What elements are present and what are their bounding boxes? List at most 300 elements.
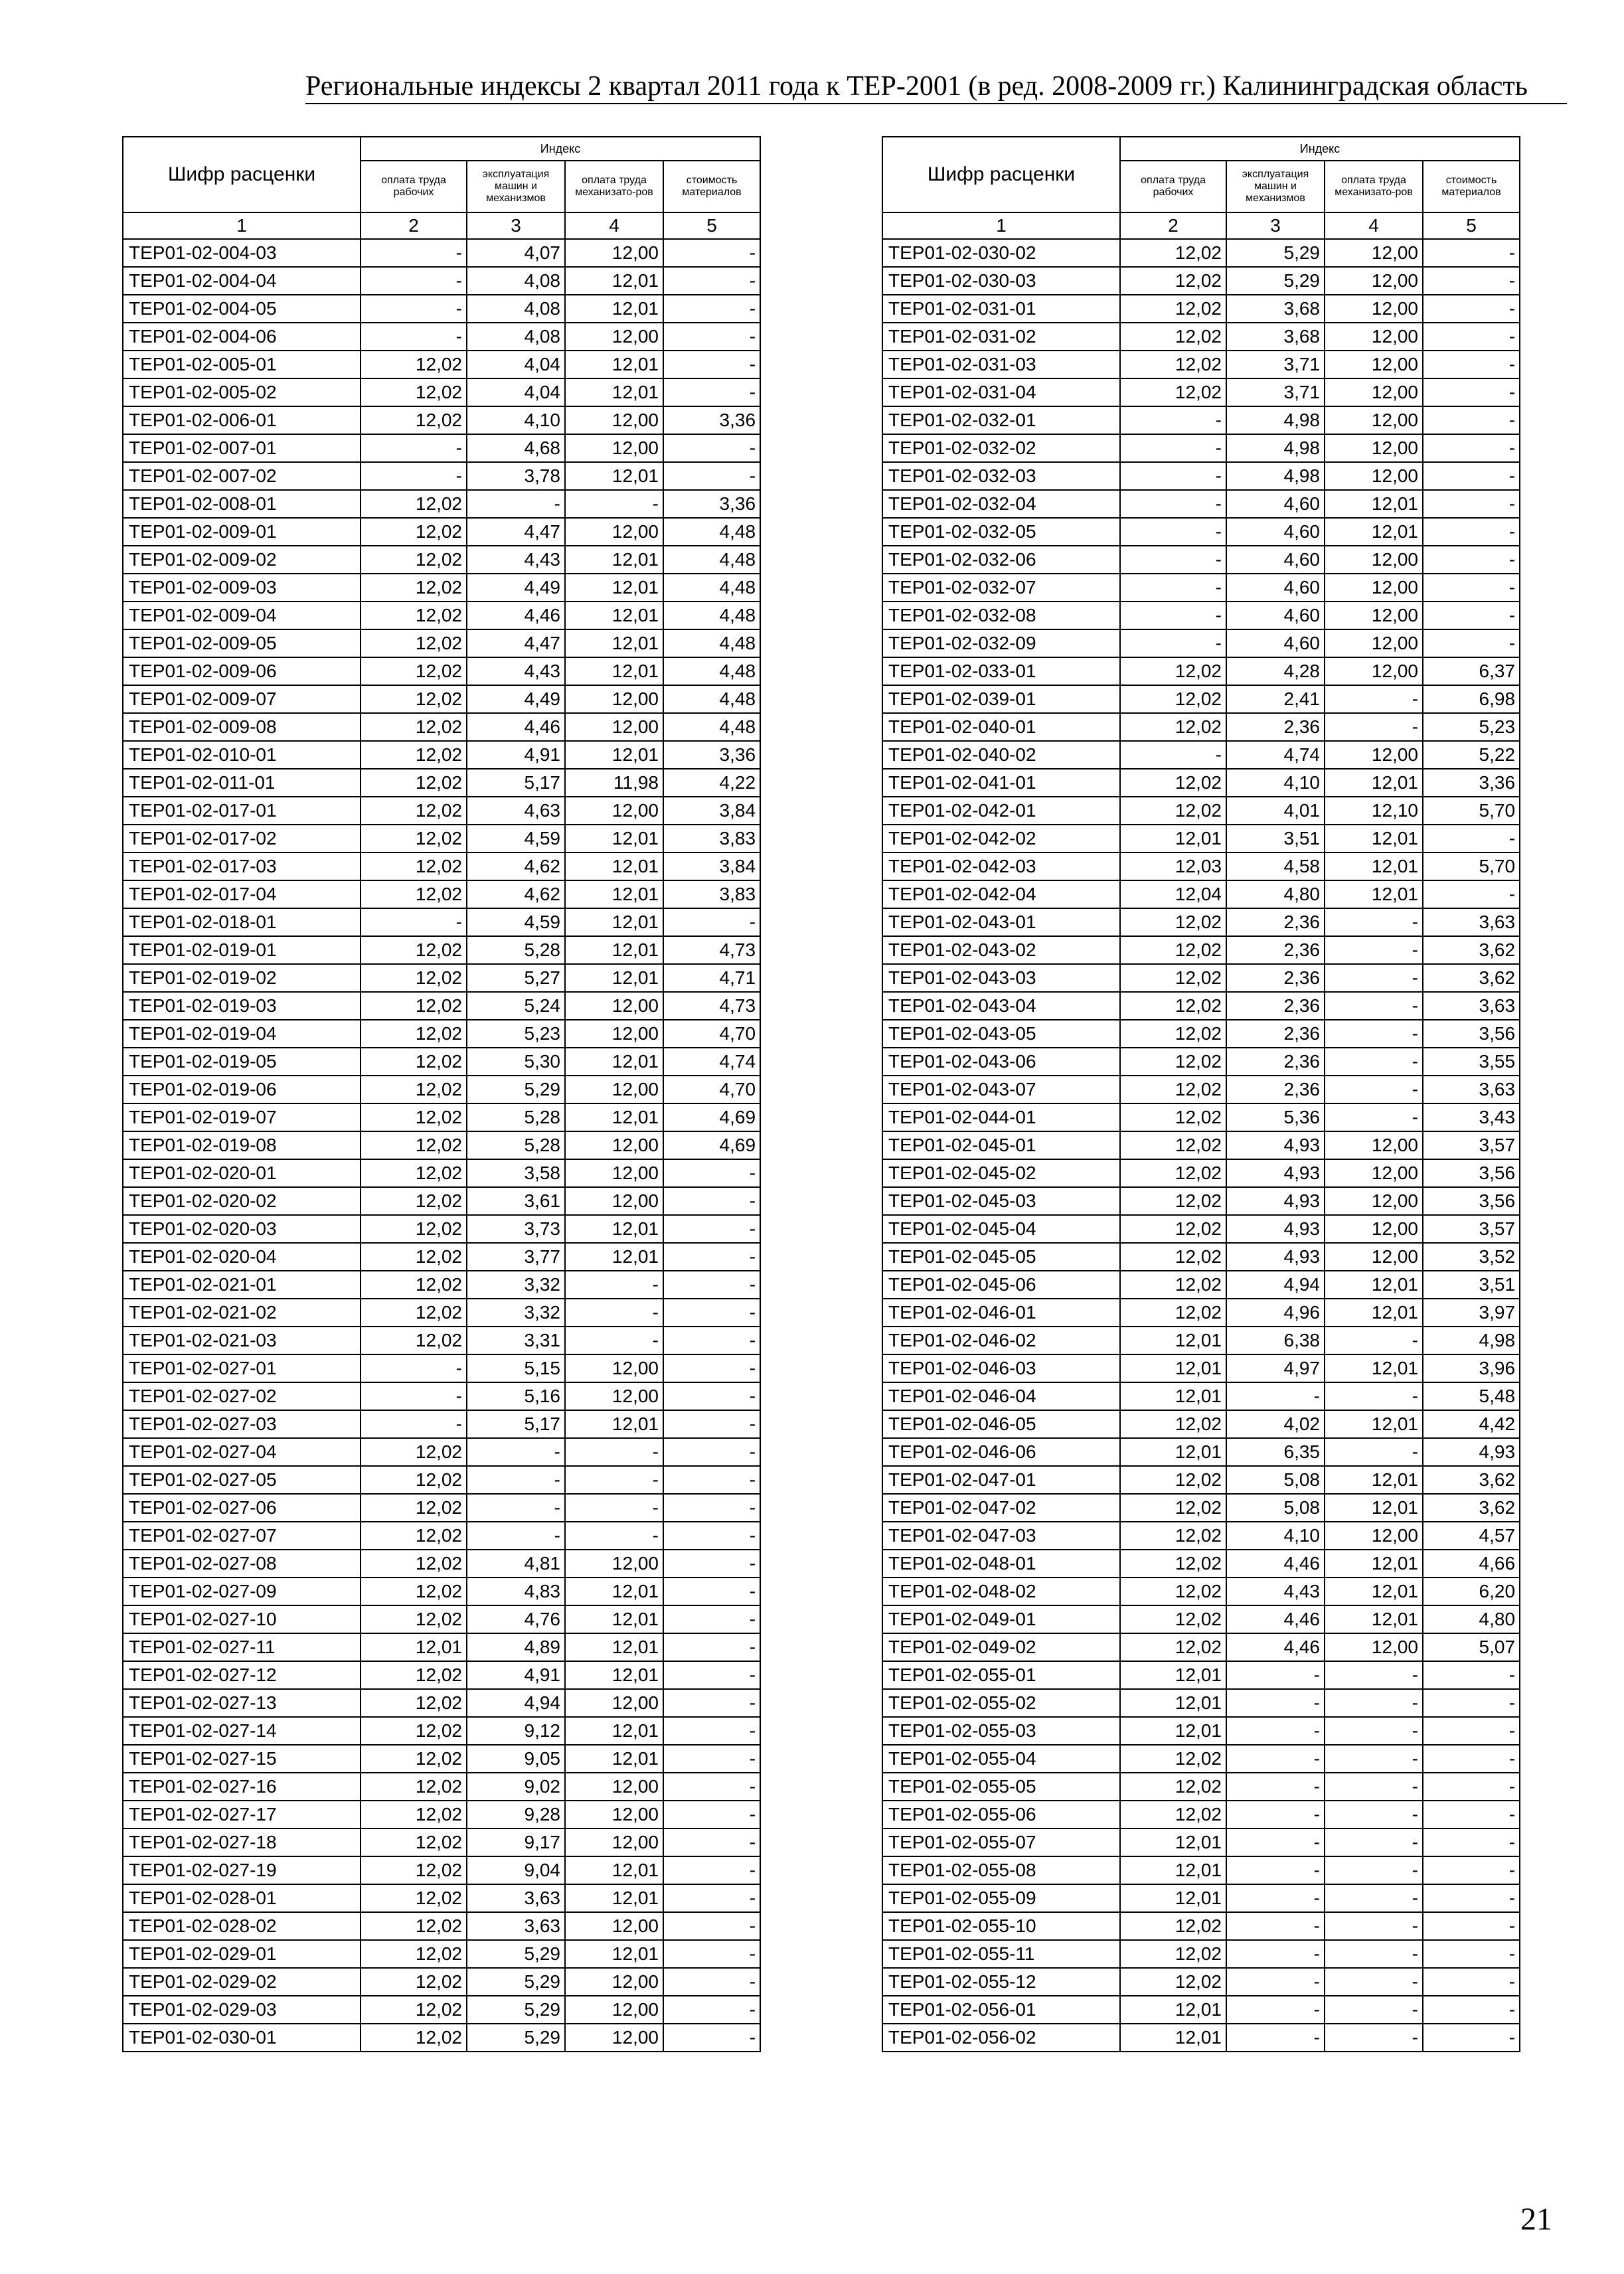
index-value-cell: 4,48 xyxy=(663,685,760,713)
index-value-cell: - xyxy=(663,1968,760,1996)
table-row xyxy=(882,713,1520,741)
index-value-cell: 12,02 xyxy=(361,797,467,825)
rate-code-cell: ТЕР01-02-004-05 xyxy=(123,295,361,323)
rate-code-cell: ТЕР01-02-046-01 xyxy=(882,1299,1120,1327)
index-value-cell: 12,01 xyxy=(1325,1494,1423,1522)
index-value-cell: 4,46 xyxy=(1226,1633,1325,1661)
index-value-cell: 2,36 xyxy=(1226,936,1325,964)
index-value-cell: - xyxy=(663,295,760,323)
index-value-cell: 2,41 xyxy=(1226,685,1325,713)
index-value-cell: 5,29 xyxy=(467,1996,565,2024)
index-value-cell: 12,01 xyxy=(1325,853,1423,880)
table-row xyxy=(123,936,760,964)
table-row xyxy=(882,1076,1520,1103)
index-value-cell: 5,29 xyxy=(467,2024,565,2052)
rate-code-cell: ТЕР01-02-027-08 xyxy=(123,1550,361,1578)
header-code: Шифр расценки xyxy=(882,137,1120,212)
index-value-cell: 3,51 xyxy=(1226,825,1325,853)
index-value-cell: 4,60 xyxy=(1226,546,1325,574)
table-row xyxy=(123,713,760,741)
table-row xyxy=(882,462,1520,490)
rate-code-cell: ТЕР01-02-029-01 xyxy=(123,1940,361,1968)
index-value-cell: 3,52 xyxy=(1423,1243,1520,1271)
index-value-cell: 12,02 xyxy=(361,1466,467,1494)
index-value-cell: 12,02 xyxy=(361,378,467,406)
index-value-cell: 12,00 xyxy=(565,713,663,741)
index-value-cell: - xyxy=(1423,602,1520,629)
rate-code-cell: ТЕР01-02-045-03 xyxy=(882,1187,1120,1215)
index-value-cell: 5,15 xyxy=(467,1354,565,1382)
table-row xyxy=(123,992,760,1020)
index-value-cell: - xyxy=(663,351,760,378)
index-value-cell: 4,68 xyxy=(467,434,565,462)
index-value-cell: 4,63 xyxy=(467,797,565,825)
index-value-cell: - xyxy=(1423,825,1520,853)
index-value-cell: 12,00 xyxy=(1325,1159,1423,1187)
table-row xyxy=(882,629,1520,657)
index-value-cell: 12,02 xyxy=(361,629,467,657)
index-value-cell: 4,59 xyxy=(467,825,565,853)
index-value-cell: - xyxy=(1325,1661,1423,1689)
index-value-cell: - xyxy=(467,1438,565,1466)
index-value-cell: 3,68 xyxy=(1226,295,1325,323)
index-value-cell: - xyxy=(1423,880,1520,908)
index-value-cell: - xyxy=(1226,1801,1325,1828)
index-value-cell: 12,02 xyxy=(361,406,467,434)
index-value-cell: 3,62 xyxy=(1423,1494,1520,1522)
index-value-cell: - xyxy=(1325,1996,1423,2024)
table-row xyxy=(882,741,1520,769)
table-row xyxy=(882,267,1520,295)
index-value-cell: 3,58 xyxy=(467,1159,565,1187)
index-value-cell: - xyxy=(1423,518,1520,546)
index-value-cell: 3,63 xyxy=(1423,1076,1520,1103)
index-value-cell: - xyxy=(663,1605,760,1633)
index-value-cell: 12,02 xyxy=(1120,267,1226,295)
table-row xyxy=(123,685,760,713)
index-value-cell: 12,01 xyxy=(1325,1578,1423,1605)
index-value-cell: 12,00 xyxy=(565,1828,663,1856)
index-value-cell: 12,02 xyxy=(1120,295,1226,323)
index-value-cell: 3,71 xyxy=(1226,351,1325,378)
index-value-cell: 4,04 xyxy=(467,378,565,406)
index-value-cell: - xyxy=(361,1382,467,1410)
index-value-cell: 12,02 xyxy=(361,1522,467,1550)
index-value-cell: 12,02 xyxy=(361,741,467,769)
index-value-cell: 3,31 xyxy=(467,1327,565,1354)
index-value-cell: 9,02 xyxy=(467,1773,565,1801)
index-value-cell: 12,02 xyxy=(361,853,467,880)
page-title: Региональные индексы 2 квартал 2011 года к ТЕР-2001 (в ред. 2008-2009 гг.) Калининградская область xyxy=(305,70,1567,104)
table-row xyxy=(123,490,760,518)
index-value-cell: 6,35 xyxy=(1226,1438,1325,1466)
index-value-cell: 4,71 xyxy=(663,964,760,992)
table-row xyxy=(123,1912,760,1940)
index-value-cell: 4,93 xyxy=(1226,1243,1325,1271)
rate-code-cell: ТЕР01-02-055-06 xyxy=(882,1801,1120,1828)
index-value-cell: 3,78 xyxy=(467,462,565,490)
index-value-cell: 3,83 xyxy=(663,825,760,853)
index-value-cell: 12,01 xyxy=(565,295,663,323)
index-value-cell: 12,00 xyxy=(565,239,663,267)
index-value-cell: - xyxy=(1423,295,1520,323)
table-row xyxy=(882,351,1520,378)
index-value-cell: - xyxy=(467,1522,565,1550)
table-row xyxy=(123,629,760,657)
index-value-cell: - xyxy=(663,1187,760,1215)
rate-code-cell: ТЕР01-02-009-06 xyxy=(123,657,361,685)
index-table-left xyxy=(122,136,761,2052)
index-value-cell: 4,43 xyxy=(1226,1578,1325,1605)
index-value-cell: 2,36 xyxy=(1226,908,1325,936)
header-num-5: 5 xyxy=(663,212,760,239)
header-operators: оплата труда механизато-ров xyxy=(1325,161,1423,212)
index-value-cell: 4,28 xyxy=(1226,657,1325,685)
rate-code-cell: ТЕР01-02-045-01 xyxy=(882,1131,1120,1159)
index-value-cell: - xyxy=(663,1828,760,1856)
rate-code-cell: ТЕР01-02-010-01 xyxy=(123,741,361,769)
rate-code-cell: ТЕР01-02-055-03 xyxy=(882,1717,1120,1745)
index-value-cell: 12,02 xyxy=(361,936,467,964)
index-value-cell: 12,02 xyxy=(361,1801,467,1828)
rate-code-cell: ТЕР01-02-017-04 xyxy=(123,880,361,908)
index-value-cell: 12,00 xyxy=(1325,1633,1423,1661)
index-value-cell: 4,98 xyxy=(1226,462,1325,490)
index-value-cell: - xyxy=(361,462,467,490)
header-machines: эксплуатация машин и механизмов xyxy=(1226,161,1325,212)
index-value-cell: 12,00 xyxy=(565,1689,663,1717)
rate-code-cell: ТЕР01-02-027-06 xyxy=(123,1494,361,1522)
index-value-cell: 12,01 xyxy=(361,1633,467,1661)
index-value-cell: 5,08 xyxy=(1226,1466,1325,1494)
index-value-cell: - xyxy=(1226,1856,1325,1884)
index-value-cell: 12,00 xyxy=(565,797,663,825)
table-row xyxy=(882,574,1520,602)
index-value-cell: 3,63 xyxy=(1423,992,1520,1020)
table-row xyxy=(123,1048,760,1076)
rate-code-cell: ТЕР01-02-019-08 xyxy=(123,1131,361,1159)
rate-code-cell: ТЕР01-02-043-07 xyxy=(882,1076,1120,1103)
index-value-cell: 5,48 xyxy=(1423,1382,1520,1410)
index-value-cell: 3,73 xyxy=(467,1215,565,1243)
index-value-cell: - xyxy=(565,1299,663,1327)
index-value-cell: 12,02 xyxy=(361,1745,467,1773)
index-value-cell: - xyxy=(1120,602,1226,629)
index-value-cell: 12,01 xyxy=(1120,825,1226,853)
table-row xyxy=(882,1689,1520,1717)
index-value-cell: - xyxy=(663,2024,760,2052)
index-value-cell: 12,02 xyxy=(1120,936,1226,964)
index-value-cell: - xyxy=(1423,1912,1520,1940)
index-value-cell: 4,48 xyxy=(663,629,760,657)
index-value-cell: 4,48 xyxy=(663,713,760,741)
index-value-cell: 12,02 xyxy=(1120,1940,1226,1968)
table-row xyxy=(882,1968,1520,1996)
header-index: Индекс xyxy=(361,137,760,161)
index-value-cell: 3,71 xyxy=(1226,378,1325,406)
rate-code-cell: ТЕР01-02-011-01 xyxy=(123,769,361,797)
rate-code-cell: ТЕР01-02-042-04 xyxy=(882,880,1120,908)
index-value-cell: 12,02 xyxy=(1120,1271,1226,1299)
index-value-cell: 3,61 xyxy=(467,1187,565,1215)
table-row xyxy=(882,797,1520,825)
rate-code-cell: ТЕР01-02-040-02 xyxy=(882,741,1120,769)
rate-code-cell: ТЕР01-02-032-09 xyxy=(882,629,1120,657)
table-row xyxy=(882,1912,1520,1940)
index-value-cell: 12,01 xyxy=(565,1243,663,1271)
index-value-cell: - xyxy=(1423,2024,1520,2052)
table-row xyxy=(123,378,760,406)
rate-code-cell: ТЕР01-02-019-05 xyxy=(123,1048,361,1076)
header-num-1: 1 xyxy=(882,212,1120,239)
index-value-cell: 4,93 xyxy=(1423,1438,1520,1466)
index-value-cell: - xyxy=(1226,2024,1325,2052)
index-value-cell: 12,00 xyxy=(1325,657,1423,685)
index-value-cell: 12,01 xyxy=(565,602,663,629)
index-value-cell: 12,01 xyxy=(1325,880,1423,908)
rate-code-cell: ТЕР01-02-009-08 xyxy=(123,713,361,741)
table-row xyxy=(123,1605,760,1633)
index-value-cell: 3,97 xyxy=(1423,1299,1520,1327)
index-value-cell: 12,02 xyxy=(361,1271,467,1299)
index-value-cell: 12,01 xyxy=(565,1578,663,1605)
rate-code-cell: ТЕР01-02-027-01 xyxy=(123,1354,361,1382)
table-row xyxy=(123,1299,760,1327)
index-value-cell: 12,00 xyxy=(1325,295,1423,323)
index-value-cell: 4,57 xyxy=(1423,1522,1520,1550)
rate-code-cell: ТЕР01-02-021-01 xyxy=(123,1271,361,1299)
index-value-cell: - xyxy=(565,1522,663,1550)
index-value-cell: 4,91 xyxy=(467,741,565,769)
table-row xyxy=(123,797,760,825)
table-row xyxy=(882,378,1520,406)
index-value-cell: 12,02 xyxy=(361,1605,467,1633)
index-value-cell: 4,10 xyxy=(467,406,565,434)
index-value-cell: 4,80 xyxy=(1423,1605,1520,1633)
index-value-cell: 4,60 xyxy=(1226,629,1325,657)
table-row xyxy=(882,2024,1520,2052)
rate-code-cell: ТЕР01-02-027-18 xyxy=(123,1828,361,1856)
index-value-cell: 12,01 xyxy=(565,1410,663,1438)
index-value-cell: - xyxy=(1423,351,1520,378)
table-row xyxy=(882,1773,1520,1801)
index-value-cell: 12,00 xyxy=(1325,574,1423,602)
index-value-cell: 12,00 xyxy=(565,1020,663,1048)
index-value-cell: 12,01 xyxy=(565,1856,663,1884)
index-value-cell: - xyxy=(1325,685,1423,713)
rate-code-cell: ТЕР01-02-043-05 xyxy=(882,1020,1120,1048)
rate-code-cell: ТЕР01-02-007-01 xyxy=(123,434,361,462)
table-row xyxy=(882,657,1520,685)
index-value-cell: - xyxy=(1120,574,1226,602)
index-value-cell: - xyxy=(565,490,663,518)
index-value-cell: 12,01 xyxy=(1120,1661,1226,1689)
index-value-cell: - xyxy=(1226,1884,1325,1912)
index-value-cell: - xyxy=(361,434,467,462)
index-value-cell: - xyxy=(1423,323,1520,351)
index-value-cell: - xyxy=(663,1466,760,1494)
index-value-cell: 12,00 xyxy=(565,1912,663,1940)
table-row xyxy=(123,351,760,378)
index-value-cell: 2,36 xyxy=(1226,713,1325,741)
index-value-cell: - xyxy=(467,490,565,518)
table-row xyxy=(123,1410,760,1438)
table-row xyxy=(123,1996,760,2024)
index-value-cell: 12,02 xyxy=(1120,1020,1226,1048)
index-value-cell: 12,10 xyxy=(1325,797,1423,825)
index-value-cell: 5,28 xyxy=(467,1131,565,1159)
table-row xyxy=(123,295,760,323)
index-value-cell: 4,94 xyxy=(1226,1271,1325,1299)
index-value-cell: 12,01 xyxy=(1120,1717,1226,1745)
index-value-cell: 12,01 xyxy=(1120,1438,1226,1466)
table-row xyxy=(882,1550,1520,1578)
index-value-cell: - xyxy=(1120,546,1226,574)
rate-code-cell: ТЕР01-02-009-02 xyxy=(123,546,361,574)
rate-code-cell: ТЕР01-02-047-03 xyxy=(882,1522,1120,1550)
index-value-cell: 12,02 xyxy=(361,880,467,908)
rate-code-cell: ТЕР01-02-004-03 xyxy=(123,239,361,267)
index-value-cell: 3,36 xyxy=(663,406,760,434)
index-value-cell: 12,00 xyxy=(565,1968,663,1996)
index-value-cell: 12,02 xyxy=(1120,685,1226,713)
index-value-cell: 12,02 xyxy=(1120,1968,1226,1996)
index-value-cell: 12,02 xyxy=(1120,1187,1226,1215)
rate-code-cell: ТЕР01-02-009-05 xyxy=(123,629,361,657)
index-value-cell: 3,63 xyxy=(467,1884,565,1912)
rate-code-cell: ТЕР01-02-029-03 xyxy=(123,1996,361,2024)
index-value-cell: - xyxy=(1325,908,1423,936)
index-value-cell: 12,02 xyxy=(361,1968,467,1996)
rate-code-cell: ТЕР01-02-027-09 xyxy=(123,1578,361,1605)
index-value-cell: - xyxy=(361,239,467,267)
rate-code-cell: ТЕР01-02-028-01 xyxy=(123,1884,361,1912)
index-value-cell: - xyxy=(1226,1745,1325,1773)
table-row xyxy=(882,239,1520,267)
index-value-cell: 3,84 xyxy=(663,853,760,880)
index-value-cell: 3,77 xyxy=(467,1243,565,1271)
index-value-cell: - xyxy=(361,295,467,323)
table-row xyxy=(882,602,1520,629)
index-value-cell: 4,10 xyxy=(1226,1522,1325,1550)
table-row xyxy=(882,1828,1520,1856)
header-labor: оплата труда рабочих xyxy=(361,161,467,212)
index-value-cell: 12,02 xyxy=(361,1494,467,1522)
index-value-cell: 12,00 xyxy=(1325,323,1423,351)
index-value-cell: 12,02 xyxy=(361,351,467,378)
index-value-cell: 12,02 xyxy=(1120,1633,1226,1661)
table-row xyxy=(882,1299,1520,1327)
index-value-cell: 12,00 xyxy=(1325,462,1423,490)
index-value-cell: 5,23 xyxy=(467,1020,565,1048)
table-row xyxy=(882,1410,1520,1438)
table-row xyxy=(882,1131,1520,1159)
header-num-2: 2 xyxy=(1120,212,1226,239)
header-num-4: 4 xyxy=(565,212,663,239)
index-value-cell: 4,60 xyxy=(1226,518,1325,546)
index-value-cell: 5,28 xyxy=(467,936,565,964)
index-value-cell: 3,62 xyxy=(1423,964,1520,992)
index-value-cell: 4,43 xyxy=(467,657,565,685)
index-value-cell: 5,07 xyxy=(1423,1633,1520,1661)
index-value-cell: - xyxy=(663,1996,760,2024)
rate-code-cell: ТЕР01-02-027-11 xyxy=(123,1633,361,1661)
index-value-cell: 12,02 xyxy=(361,685,467,713)
table-row xyxy=(123,462,760,490)
rate-code-cell: ТЕР01-02-004-04 xyxy=(123,267,361,295)
index-value-cell: - xyxy=(663,1773,760,1801)
index-value-cell: 4,10 xyxy=(1226,769,1325,797)
rate-code-cell: ТЕР01-02-043-01 xyxy=(882,908,1120,936)
index-value-cell: 12,02 xyxy=(1120,1578,1226,1605)
index-value-cell: 4,46 xyxy=(467,713,565,741)
index-value-cell: 12,01 xyxy=(1325,490,1423,518)
index-value-cell: 12,02 xyxy=(361,1689,467,1717)
index-value-cell: 12,00 xyxy=(1325,1215,1423,1243)
index-value-cell: 4,94 xyxy=(467,1689,565,1717)
index-value-cell: 3,56 xyxy=(1423,1159,1520,1187)
index-value-cell: - xyxy=(1325,1076,1423,1103)
table-row xyxy=(123,964,760,992)
rate-code-cell: ТЕР01-02-045-04 xyxy=(882,1215,1120,1243)
index-value-cell: 12,02 xyxy=(1120,239,1226,267)
index-value-cell: 4,59 xyxy=(467,908,565,936)
index-value-cell: 4,07 xyxy=(467,239,565,267)
rate-code-cell: ТЕР01-02-027-12 xyxy=(123,1661,361,1689)
index-value-cell: 5,08 xyxy=(1226,1494,1325,1522)
index-value-cell: - xyxy=(663,1856,760,1884)
rate-code-cell: ТЕР01-02-033-01 xyxy=(882,657,1120,685)
index-value-cell: 12,01 xyxy=(565,741,663,769)
table-row xyxy=(123,1354,760,1382)
index-value-cell: - xyxy=(1325,1048,1423,1076)
index-value-cell: 12,01 xyxy=(1120,1327,1226,1354)
table-row xyxy=(123,880,760,908)
index-value-cell: 4,02 xyxy=(1226,1410,1325,1438)
index-value-cell: - xyxy=(1325,713,1423,741)
index-value-cell: 9,05 xyxy=(467,1745,565,1773)
index-value-cell: 12,02 xyxy=(1120,1522,1226,1550)
index-value-cell: 4,69 xyxy=(663,1103,760,1131)
index-value-cell: 12,01 xyxy=(565,574,663,602)
index-value-cell: - xyxy=(1423,406,1520,434)
index-value-cell: 2,36 xyxy=(1226,1076,1325,1103)
rate-code-cell: ТЕР01-02-027-19 xyxy=(123,1856,361,1884)
table-row xyxy=(882,1187,1520,1215)
table-row xyxy=(882,1522,1520,1550)
header-operators: оплата труда механизато-ров xyxy=(565,161,663,212)
rate-code-cell: ТЕР01-02-045-06 xyxy=(882,1271,1120,1299)
rate-code-cell: ТЕР01-02-004-06 xyxy=(123,323,361,351)
rate-code-cell: ТЕР01-02-020-03 xyxy=(123,1215,361,1243)
index-value-cell: 4,70 xyxy=(663,1076,760,1103)
rate-code-cell: ТЕР01-02-045-05 xyxy=(882,1243,1120,1271)
rate-code-cell: ТЕР01-02-055-05 xyxy=(882,1773,1120,1801)
rate-code-cell: ТЕР01-02-021-03 xyxy=(123,1327,361,1354)
index-value-cell: 12,02 xyxy=(1120,964,1226,992)
index-value-cell: 5,30 xyxy=(467,1048,565,1076)
index-value-cell: 12,02 xyxy=(361,1020,467,1048)
index-value-cell: 12,02 xyxy=(361,574,467,602)
index-value-cell: 12,00 xyxy=(1325,1187,1423,1215)
table-row xyxy=(123,657,760,685)
index-value-cell: 9,12 xyxy=(467,1717,565,1745)
index-value-cell: 4,69 xyxy=(663,1131,760,1159)
table-row xyxy=(123,1940,760,1968)
index-value-cell: 4,89 xyxy=(467,1633,565,1661)
rate-code-cell: ТЕР01-02-027-15 xyxy=(123,1745,361,1773)
index-value-cell: - xyxy=(1423,1717,1520,1745)
